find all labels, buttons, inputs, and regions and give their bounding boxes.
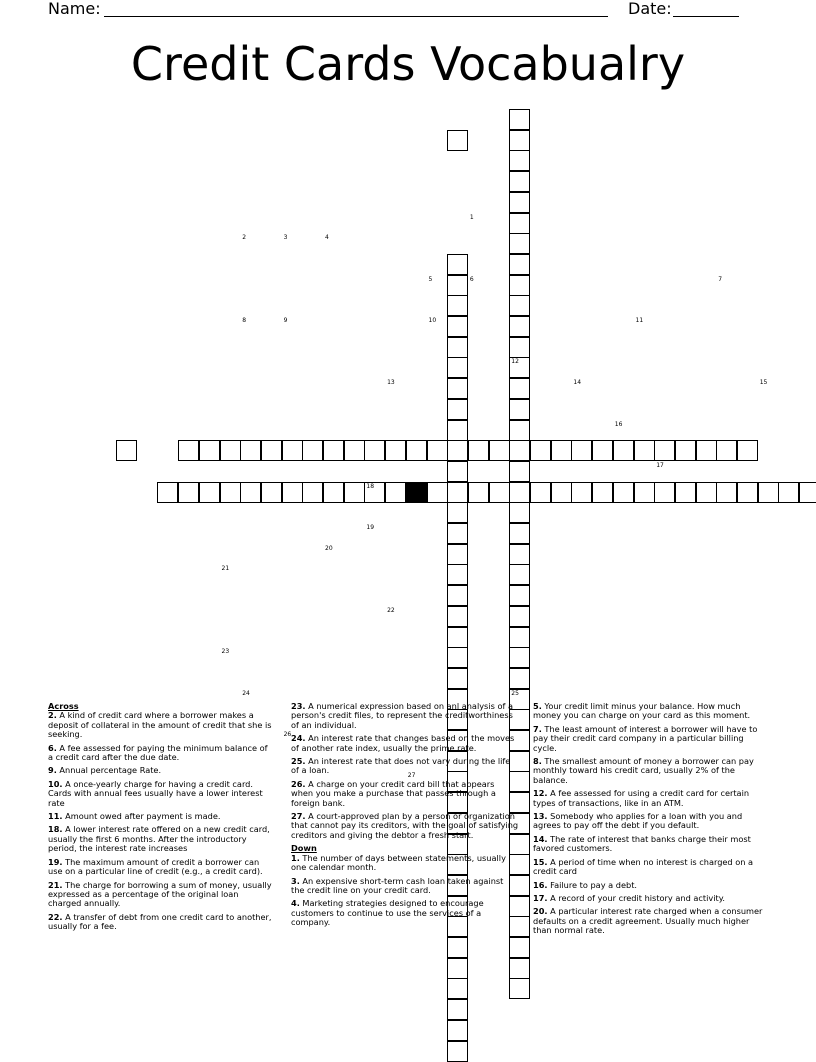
crossword-cell[interactable] bbox=[261, 482, 282, 503]
clue-number: 8. bbox=[533, 756, 542, 767]
crossword-cell[interactable] bbox=[178, 482, 199, 503]
crossword-cell[interactable] bbox=[509, 192, 530, 213]
clue-item bbox=[48, 881, 274, 909]
clue-text: A numerical expression based on anl analysis of a person's credit files, to represent the creditworthiness of an individual. bbox=[291, 701, 513, 730]
clue-item bbox=[291, 702, 519, 730]
clue-number: 4. bbox=[291, 898, 300, 909]
clue-number-label: 15 bbox=[759, 379, 768, 387]
crossword-cell[interactable] bbox=[509, 461, 530, 482]
crossword-cell[interactable] bbox=[509, 399, 530, 420]
crossword-cell[interactable] bbox=[509, 171, 530, 192]
crossword-cell[interactable] bbox=[447, 357, 468, 378]
clue-number: 17. bbox=[533, 892, 548, 903]
crossword-cell[interactable] bbox=[530, 482, 551, 503]
crossword-cell[interactable] bbox=[447, 978, 468, 999]
crossword-cell[interactable] bbox=[302, 440, 323, 461]
crossword-cell[interactable] bbox=[613, 440, 634, 461]
crossword-cell[interactable] bbox=[282, 440, 303, 461]
clue-number-label: 26 bbox=[283, 731, 292, 738]
clue-number: 21. bbox=[48, 879, 63, 890]
clue-number-label: 5 bbox=[428, 275, 433, 283]
crossword-cell[interactable] bbox=[447, 523, 468, 544]
clue-text: A charge on your credit card bill that appears when you make a purchase that passes through a foreign bank. bbox=[291, 778, 496, 808]
crossword-cell[interactable] bbox=[675, 482, 696, 503]
clue-number: 23. bbox=[291, 701, 306, 711]
clue-number-label: 17 bbox=[656, 461, 664, 469]
crossword-cell[interactable] bbox=[778, 482, 799, 503]
crossword-cell[interactable] bbox=[447, 461, 468, 482]
crossword-cell[interactable] bbox=[592, 482, 613, 503]
crossword-cell[interactable] bbox=[447, 627, 468, 648]
crossword-cell[interactable] bbox=[509, 544, 530, 565]
crossword-cell[interactable] bbox=[240, 440, 261, 461]
crossword-cell[interactable] bbox=[116, 440, 137, 461]
clue-text: Your credit limit minus your balance. How much money you can charge on your card as this moment. bbox=[533, 701, 751, 721]
crossword-cell[interactable] bbox=[737, 440, 758, 461]
clue-text: The charge for borrowing a sum of money, usually expressed as a percentage of the original loan charged annually. bbox=[48, 879, 272, 909]
page-title: Credit Cards Vocabualry bbox=[130, 37, 686, 91]
clue-item bbox=[533, 894, 763, 903]
crossword-cell[interactable] bbox=[178, 440, 199, 461]
crossword-cell[interactable] bbox=[447, 275, 468, 296]
crossword-cell[interactable] bbox=[675, 440, 696, 461]
clue-item bbox=[291, 780, 519, 808]
crossword-cell[interactable] bbox=[509, 109, 530, 130]
crossword-cell[interactable] bbox=[447, 378, 468, 399]
clue-text: A transfer of debt from one credit card to another, usually for a fee. bbox=[48, 911, 272, 932]
crossword-cell[interactable] bbox=[447, 647, 468, 668]
crossword-cell[interactable] bbox=[509, 502, 530, 523]
crossword-cell[interactable] bbox=[447, 958, 468, 979]
clue-number: 6. bbox=[48, 742, 57, 753]
clues-column-1 bbox=[48, 702, 274, 936]
crossword-cell[interactable] bbox=[385, 440, 406, 461]
clue-item bbox=[48, 825, 274, 853]
clue-item bbox=[533, 789, 763, 808]
crossword-cell[interactable] bbox=[551, 482, 572, 503]
crossword-cell[interactable] bbox=[323, 440, 344, 461]
crossword-cell[interactable] bbox=[447, 130, 468, 151]
clue-number: 7. bbox=[533, 723, 542, 734]
clue-text: A once-yearly charge for having a credit card. Cards with annual fees usually have a lower interest rate bbox=[48, 778, 263, 808]
crossword-cell[interactable] bbox=[344, 440, 365, 461]
clue-number-label: 22 bbox=[387, 606, 395, 614]
crossword-cell[interactable] bbox=[509, 378, 530, 399]
clue-number-label: 6 bbox=[469, 275, 474, 283]
clue-number: 25. bbox=[291, 756, 306, 767]
clue-number: 5. bbox=[533, 701, 542, 711]
clue-text: A fee assessed for paying the minimum balance of a credit card after the due date. bbox=[48, 742, 268, 763]
crossword-cell[interactable] bbox=[447, 937, 468, 958]
clue-number-label: 16 bbox=[614, 420, 623, 428]
clue-number: 24. bbox=[291, 733, 306, 744]
clue-text: Failure to pay a debt. bbox=[547, 879, 638, 890]
clue-number: 15. bbox=[533, 856, 548, 867]
crossword-cell[interactable] bbox=[199, 482, 220, 503]
clue-number: 20. bbox=[533, 906, 548, 917]
clue-number: 1. bbox=[291, 852, 300, 863]
clue-number-label: 21 bbox=[221, 565, 230, 573]
crossword-cell[interactable] bbox=[509, 937, 530, 958]
crossword-cell[interactable] bbox=[509, 668, 530, 689]
crossword-cell[interactable] bbox=[447, 295, 468, 316]
clue-text: An interest rate that does not vary during the life of a loan. bbox=[291, 756, 511, 776]
clue-number: 18. bbox=[48, 824, 63, 835]
clue-number-label: 7 bbox=[718, 275, 723, 283]
crossword-cell[interactable] bbox=[509, 585, 530, 606]
crossword-cell[interactable] bbox=[613, 482, 634, 503]
crossword-cell[interactable] bbox=[220, 440, 241, 461]
clue-item bbox=[533, 812, 763, 831]
crossword-cell[interactable] bbox=[447, 585, 468, 606]
clue-item bbox=[533, 907, 763, 935]
clue-item bbox=[48, 744, 274, 763]
crossword-cell[interactable] bbox=[758, 482, 779, 503]
clue-text: A court-approved plan by a person or organization that cannot pay its creditors, with the goal of satisfying creditors and giving the debtor a fresh start. bbox=[291, 811, 519, 840]
crossword-cell[interactable] bbox=[447, 1020, 468, 1041]
crossword-cell[interactable] bbox=[737, 482, 758, 503]
clue-number-label: 27 bbox=[407, 772, 416, 780]
clue-number: 13. bbox=[533, 811, 548, 822]
crossword-cell[interactable] bbox=[344, 482, 365, 503]
crossword-cell[interactable] bbox=[509, 564, 530, 585]
crossword-cell[interactable] bbox=[530, 440, 551, 461]
clues-column-3 bbox=[533, 702, 763, 940]
crossword-cell[interactable] bbox=[447, 668, 468, 689]
clue-text: A lower interest rate offered on a new credit card, usually the first 6 months. After the introductory period, the interest rate increases bbox=[48, 824, 270, 854]
crossword-cell[interactable] bbox=[323, 482, 344, 503]
clue-number-label: 9 bbox=[283, 317, 288, 324]
crossword-cell[interactable] bbox=[157, 482, 178, 503]
crossword-cell[interactable] bbox=[385, 482, 406, 503]
clue-number-label: 3 bbox=[283, 234, 288, 242]
clue-item bbox=[533, 858, 763, 877]
crossword-cell[interactable] bbox=[696, 440, 717, 461]
clue-section-heading: Across bbox=[48, 701, 79, 711]
crossword-cell[interactable] bbox=[509, 213, 530, 234]
crossword-cell[interactable] bbox=[447, 254, 468, 275]
crossword-cell[interactable] bbox=[447, 482, 468, 503]
crossword-cell[interactable] bbox=[592, 440, 613, 461]
crossword-cell[interactable] bbox=[509, 978, 530, 999]
clue-text: The maximum amount of credit a borrower can use on a particular line of credit (e.g., a credit card). bbox=[48, 856, 263, 877]
clue-number: 10. bbox=[48, 778, 63, 789]
crossword-cell[interactable] bbox=[551, 440, 572, 461]
clue-number-label: 23 bbox=[221, 648, 230, 656]
clue-number-label: 13 bbox=[387, 379, 395, 387]
name-label: Name: bbox=[48, 0, 101, 18]
clue-number: 16. bbox=[533, 879, 548, 890]
crossword-cell[interactable] bbox=[261, 440, 282, 461]
clue-text: Amount owed after payment is made. bbox=[62, 811, 221, 822]
crossword-cell[interactable] bbox=[447, 999, 468, 1020]
crossword-cell[interactable] bbox=[468, 440, 489, 461]
clue-text: A particular interest rate charged when a consumer defaults on a credit agreement. Usually much higher than normal rate. bbox=[533, 906, 763, 936]
clue-section-heading: Down bbox=[291, 843, 317, 854]
crossword-cell[interactable] bbox=[634, 482, 655, 503]
crossword-cell[interactable] bbox=[634, 440, 655, 461]
crossword-cell[interactable] bbox=[509, 420, 530, 441]
clue-number-label: 2 bbox=[242, 234, 247, 242]
clue-item bbox=[533, 702, 763, 721]
crossword-cell[interactable] bbox=[427, 482, 448, 503]
clue-item bbox=[533, 725, 763, 753]
clue-number-label: 10 bbox=[428, 317, 437, 324]
crossword-cell[interactable] bbox=[447, 544, 468, 565]
crossword-cell[interactable] bbox=[447, 316, 468, 337]
clue-item bbox=[533, 757, 763, 785]
crossword-cell[interactable] bbox=[406, 440, 427, 461]
clue-item bbox=[291, 854, 519, 873]
clues-column-2 bbox=[291, 702, 519, 932]
crossword-cell[interactable] bbox=[571, 482, 592, 503]
crossword-cell[interactable] bbox=[509, 958, 530, 979]
date-label: Date: bbox=[628, 0, 672, 18]
crossword-cell[interactable] bbox=[447, 564, 468, 585]
crossword-cell[interactable] bbox=[199, 440, 220, 461]
clue-item bbox=[48, 812, 274, 821]
crossword-cell[interactable] bbox=[654, 440, 675, 461]
clue-item bbox=[291, 757, 519, 776]
clue-number-label: 14 bbox=[573, 379, 582, 387]
crossword-cell[interactable] bbox=[509, 254, 530, 275]
clue-number-label: 19 bbox=[366, 524, 375, 531]
clue-number-label: 8 bbox=[242, 317, 247, 324]
clue-number: 26. bbox=[291, 778, 306, 789]
clue-text: Somebody who applies for a loan with you and agrees to pay off the debt if you default. bbox=[533, 811, 743, 831]
clue-text: A fee assessed for using a credit card for certain types of transactions, like in an ATM. bbox=[533, 788, 750, 808]
clue-item bbox=[48, 858, 274, 877]
clue-text: A kind of credit card where a borrower makes a deposit of collateral in the amount of credit that she is seeking. bbox=[48, 710, 272, 740]
clue-item bbox=[48, 766, 274, 775]
clue-number-label: 1 bbox=[469, 213, 474, 221]
crossword-cell[interactable] bbox=[509, 440, 530, 461]
clue-item bbox=[48, 913, 274, 932]
crossword-cell[interactable] bbox=[447, 502, 468, 523]
clue-item bbox=[291, 899, 519, 927]
crossword-cell[interactable] bbox=[509, 150, 530, 171]
crossword-cell[interactable] bbox=[696, 482, 717, 503]
crossword-cell[interactable] bbox=[468, 482, 489, 503]
black-cell bbox=[406, 482, 427, 503]
clue-number: 2. bbox=[48, 710, 57, 721]
clue-text: An expensive short-term cash loan taken against the credit line on your credit card. bbox=[291, 875, 504, 895]
crossword-cell[interactable] bbox=[447, 440, 468, 461]
clue-number-label: 4 bbox=[325, 234, 329, 242]
clue-number-label: 24 bbox=[242, 689, 250, 697]
crossword-cell[interactable] bbox=[571, 440, 592, 461]
crossword-cell[interactable] bbox=[509, 295, 530, 316]
clue-number-label: 11 bbox=[635, 317, 644, 324]
clue-item bbox=[291, 812, 519, 840]
clue-item bbox=[533, 881, 763, 890]
crossword-cell[interactable] bbox=[509, 316, 530, 337]
crossword-cell[interactable] bbox=[447, 606, 468, 627]
crossword-cell[interactable] bbox=[716, 482, 737, 503]
clue-item bbox=[48, 711, 274, 739]
crossword-cell[interactable] bbox=[302, 482, 323, 503]
clue-item bbox=[291, 877, 519, 896]
crossword-cell[interactable] bbox=[509, 275, 530, 296]
crossword-cell[interactable] bbox=[364, 440, 385, 461]
clue-text: A period of time when no interest is charged on a credit card bbox=[533, 856, 754, 877]
clue-text: Annual percentage Rate. bbox=[56, 765, 162, 776]
clue-text: The rate of interest that banks charge their most favored customers. bbox=[533, 833, 751, 854]
crossword-cell[interactable] bbox=[509, 130, 530, 151]
clue-number: 14. bbox=[533, 833, 548, 844]
clue-text: Marketing strategies designed to encourage customers to continue to use the services of a company. bbox=[291, 898, 484, 928]
crossword-cell[interactable] bbox=[489, 440, 510, 461]
crossword-cell[interactable] bbox=[509, 482, 530, 503]
crossword-cell[interactable] bbox=[509, 233, 530, 254]
clue-number: 27. bbox=[291, 811, 306, 822]
crossword-cell[interactable] bbox=[716, 440, 737, 461]
crossword-cell[interactable] bbox=[509, 647, 530, 668]
clue-number: 22. bbox=[48, 911, 63, 922]
crossword-cell[interactable] bbox=[447, 1041, 468, 1062]
crossword-cell[interactable] bbox=[282, 482, 303, 503]
clue-text: A record of your credit history and activity. bbox=[547, 892, 725, 903]
crossword-cell[interactable] bbox=[509, 523, 530, 544]
clue-text: An interest rate that changes based on the moves of another rate index, usually the prime rate. bbox=[291, 733, 515, 753]
crossword-cell[interactable] bbox=[799, 482, 816, 503]
clue-item bbox=[291, 734, 519, 753]
crossword-cell[interactable] bbox=[447, 399, 468, 420]
crossword-cell[interactable] bbox=[509, 627, 530, 648]
crossword-cell[interactable] bbox=[509, 337, 530, 358]
crossword-cell[interactable] bbox=[447, 420, 468, 441]
clue-number-label: 12 bbox=[511, 358, 519, 366]
crossword-cell[interactable] bbox=[220, 482, 241, 503]
crossword-cell[interactable] bbox=[509, 606, 530, 627]
clue-number: 19. bbox=[48, 856, 63, 867]
clue-item bbox=[533, 835, 763, 854]
clue-text: The least amount of interest a borrower will have to pay their credit card company in a particular billing cycle. bbox=[533, 723, 758, 753]
clue-number-label: 20 bbox=[325, 544, 333, 552]
crossword-cell[interactable] bbox=[489, 482, 510, 503]
clue-item bbox=[48, 780, 274, 808]
crossword-cell[interactable] bbox=[447, 337, 468, 358]
clue-text: The number of days between statements, usually one calendar month. bbox=[291, 852, 506, 873]
crossword-cell[interactable] bbox=[240, 482, 261, 503]
clue-number-label: 25 bbox=[511, 689, 519, 697]
clue-number: 9. bbox=[48, 765, 57, 776]
clue-number-label: 18 bbox=[366, 482, 375, 490]
clue-number: 3. bbox=[291, 875, 300, 886]
clue-number: 11. bbox=[48, 811, 63, 822]
crossword-cell[interactable] bbox=[654, 482, 675, 503]
crossword-cell[interactable] bbox=[427, 440, 448, 461]
clue-text: The smallest amount of money a borrower can pay monthly toward his credit card, usually 2% of the balance. bbox=[533, 756, 754, 785]
clue-number: 12. bbox=[533, 788, 548, 799]
